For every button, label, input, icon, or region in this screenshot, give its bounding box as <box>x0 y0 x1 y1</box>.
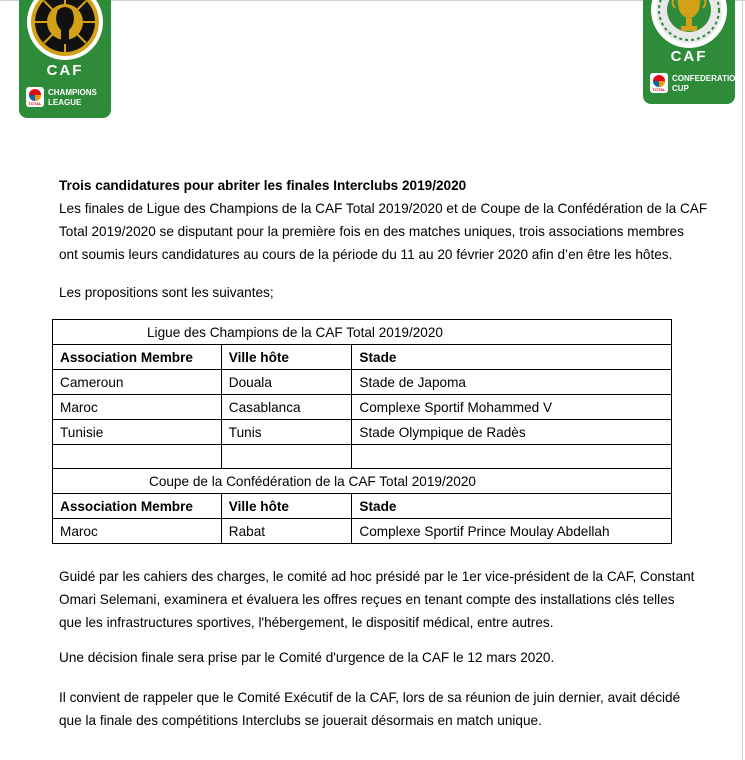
logo-line1: CHAMPIONS <box>48 88 97 97</box>
table-header-row <box>53 345 672 370</box>
cell-association: Maroc <box>53 395 222 420</box>
header-association: Association Membre <box>53 345 222 370</box>
logo-line2: CUP <box>672 84 689 93</box>
cell-ville: Casablanca <box>221 395 352 420</box>
table-row <box>53 420 672 445</box>
cell-stade: Stade de Japoma <box>352 370 672 395</box>
table-row <box>53 395 672 420</box>
logo-sponsor-block <box>647 70 742 100</box>
section2-title: Coupe de la Confédération de la CAF Total 2019/2020 <box>53 469 672 494</box>
header-ville: Ville hôte <box>221 494 352 519</box>
total-badge-icon <box>650 73 668 93</box>
decision-paragraph: Une décision finale sera prise par le Comité d'urgence de la CAF le 12 mars 2020. <box>59 650 555 665</box>
cell-stade: Complexe Sportif Prince Moulay Abdellah <box>352 519 672 544</box>
reminder-paragraph <box>59 686 699 732</box>
logo-competition-name <box>672 74 741 94</box>
document-headline: Trois candidatures pour abriter les finales Interclubs 2019/2020 <box>59 178 467 193</box>
cell-ville: Rabat <box>221 519 352 544</box>
table-header-row <box>53 494 672 519</box>
table-section-title-row <box>53 469 672 494</box>
guide-line: Guidé par les cahiers des charges, le comité ad hoc présidé par le 1er vice-président de la CAF, Constant <box>59 569 695 584</box>
total-badge-icon <box>26 87 44 107</box>
guide-line: Omari Selemani, examinera et évaluera les offres reçues en tenant compte des installations clés telles <box>59 592 675 607</box>
cell-association: Tunisie <box>53 420 222 445</box>
cell-ville: Douala <box>221 370 352 395</box>
cell-association: Cameroun <box>53 370 222 395</box>
cell-ville: Tunis <box>221 420 352 445</box>
logo-sponsor-block <box>23 84 107 114</box>
caf-confederation-cup-logo <box>643 0 742 104</box>
header-association: Association Membre <box>53 494 222 519</box>
total-sponsor-text: TOTAL <box>652 87 666 92</box>
reminder-line: Il convient de rappeler que le Comité Exécutif de la CAF, lors de sa réunion de juin dernier, avait décidé <box>59 690 681 705</box>
logo-caf-text: CAF <box>670 48 708 65</box>
header-stade: Stade <box>352 345 672 370</box>
logo-line2: LEAGUE <box>48 98 82 107</box>
header-stade: Stade <box>352 494 672 519</box>
header-ville: Ville hôte <box>221 345 352 370</box>
page-border-right <box>742 0 743 760</box>
intro-line: ont soumis leurs candidatures au cours de la période du 11 au 20 février 2020 afin d’en être les hôtes. <box>59 247 673 262</box>
table-row <box>53 519 672 544</box>
table-empty-row <box>53 445 672 469</box>
cell-stade: Complexe Sportif Mohammed V <box>352 395 672 420</box>
cell-stade: Stade Olympique de Radès <box>352 420 672 445</box>
total-sponsor-text: TOTAL <box>28 101 42 106</box>
logo-line1: CONFEDERATION <box>672 74 742 83</box>
guide-line: que les infrastructures sportives, l'hébergement, le dispositif médical, entre autres. <box>59 615 554 630</box>
caf-champions-league-logo <box>19 0 111 118</box>
intro-line: Les finales de Ligue des Champions de la CAF Total 2019/2020 et de Coupe de la Confédération de la CAF <box>59 201 708 216</box>
cup-emblem-icon <box>649 0 729 48</box>
trophy-emblem-icon <box>25 0 105 62</box>
cell-association: Maroc <box>53 519 222 544</box>
table-section-title-row <box>53 320 672 345</box>
section1-title: Ligue des Champions de la CAF Total 2019/2020 <box>53 320 672 345</box>
intro-paragraph <box>59 197 708 266</box>
intro-line: Total 2019/2020 se disputant pour la première fois en des matches uniques, trois associations membres <box>59 224 684 239</box>
table-row <box>53 370 672 395</box>
page-border-top <box>0 0 745 1</box>
propositions-line: Les propositions sont les suivantes; <box>59 285 274 300</box>
candidatures-table <box>52 319 672 544</box>
guide-paragraph <box>59 565 699 634</box>
logo-competition-name <box>48 88 97 108</box>
logo-caf-text: CAF <box>46 62 84 79</box>
reminder-line: que la finale des compétitions Interclubs se jouerait désormais en match unique. <box>59 713 542 728</box>
